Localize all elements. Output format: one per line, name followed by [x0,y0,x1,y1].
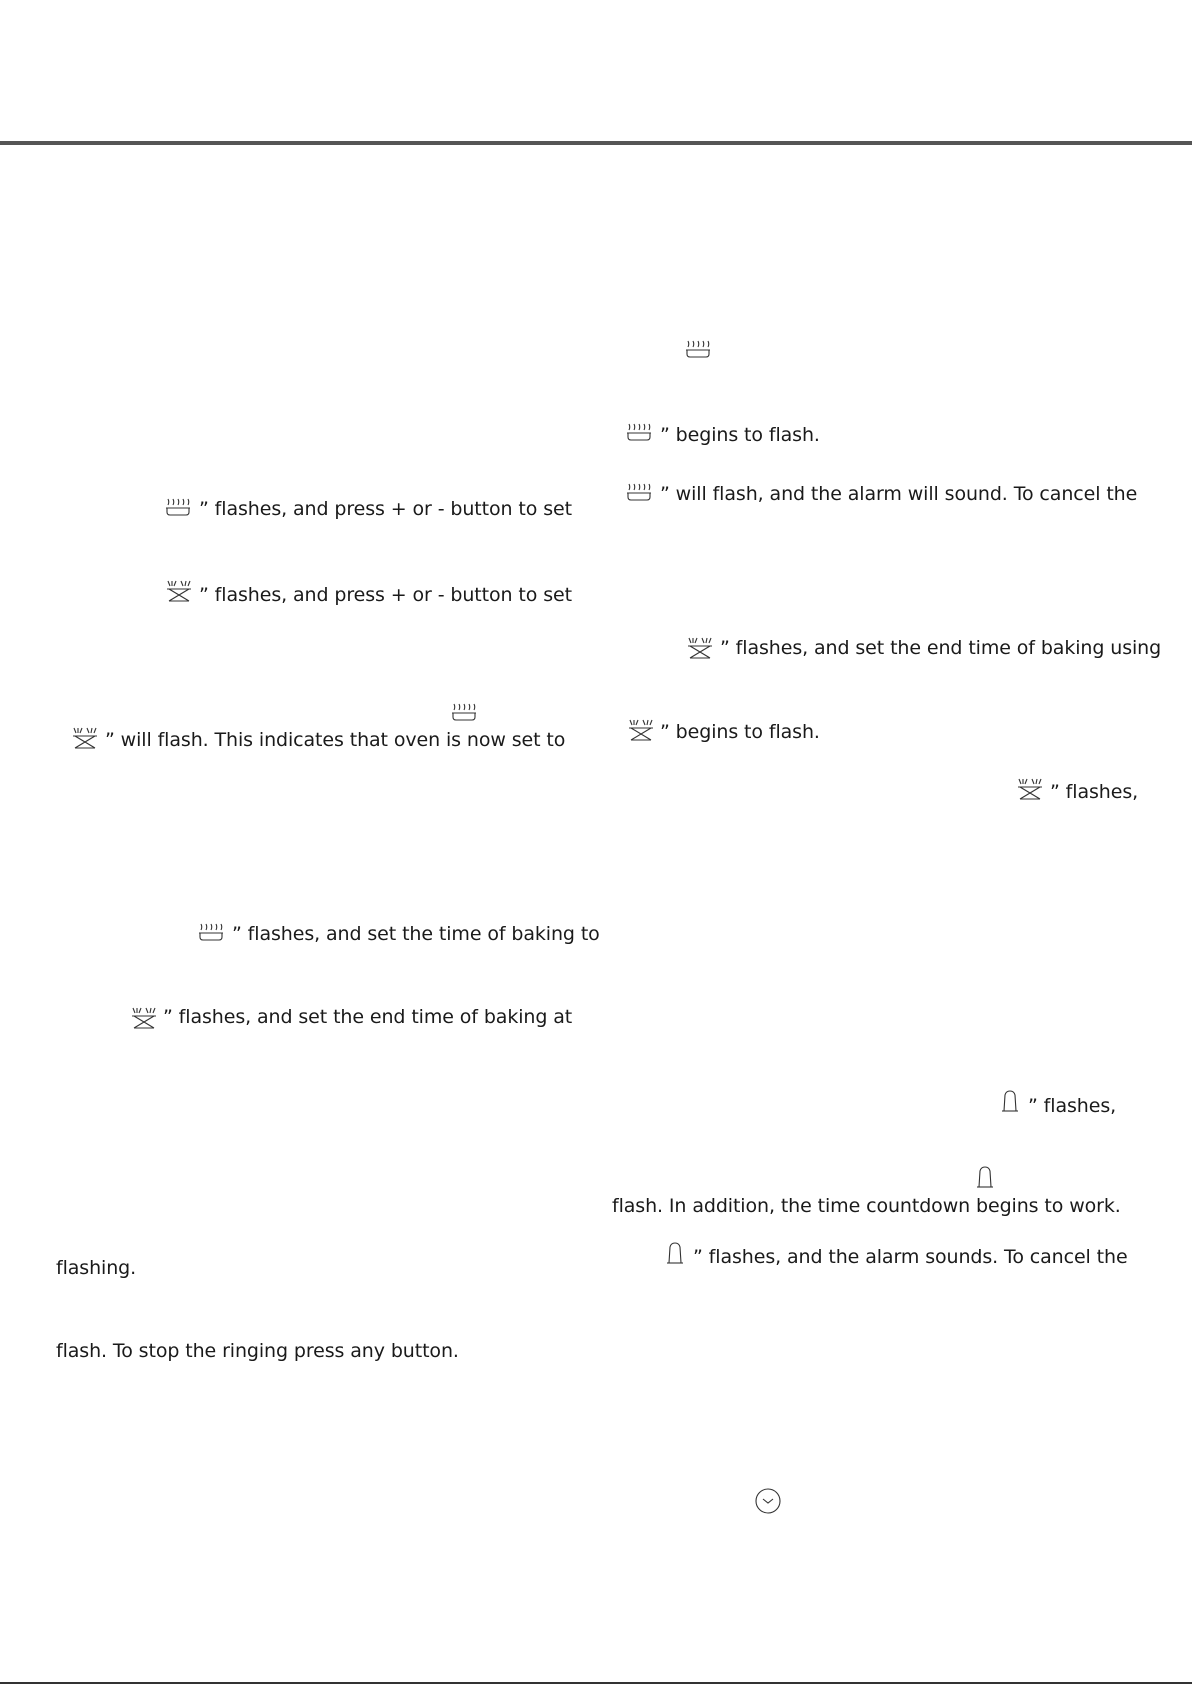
text-line: ” flashes, [1028,1095,1117,1117]
end-time-icon [686,636,714,660]
text-line: flash. To stop the ringing press any button. [56,1340,459,1362]
end-time-icon [627,718,655,742]
cooking-time-icon [197,920,225,942]
end-time-icon [130,1006,158,1030]
text-line: ” flashes, and press + or - button to set [199,584,572,606]
text-line: ” will flash. This indicates that oven is now set to [105,729,566,751]
bell-icon [999,1089,1021,1115]
text-line: ” begins to flash. [660,424,820,446]
cooking-time-icon [684,337,712,359]
end-time-icon [165,579,193,603]
text-line: ” flashes, and set the end time of baking using [720,637,1162,659]
text-line: ” flashes, and set the end time of baking at [163,1006,573,1028]
text-line: ” flashes, and set the time of baking to [232,923,600,945]
text-line: ” flashes, and press + or - button to set [199,498,572,520]
clock-icon [754,1487,782,1515]
bell-icon [974,1165,996,1191]
text-line: ” will flash, and the alarm will sound. To cancel the [660,483,1138,505]
footer-rule [0,1682,1192,1684]
text-line: ” begins to flash. [660,721,820,743]
text-line: ” flashes, and the alarm sounds. To cancel the [693,1246,1128,1268]
cooking-time-icon [625,420,653,442]
end-time-icon [71,726,99,750]
cooking-time-icon [164,495,192,517]
cooking-time-icon [450,700,478,722]
header-rule [0,141,1192,145]
end-time-icon [1016,777,1044,801]
bell-icon [664,1241,686,1267]
text-line: flashing. [56,1257,137,1279]
cooking-time-icon [625,480,653,502]
text-line: flash. In addition, the time countdown begins to work. [612,1195,1121,1217]
text-line: ” flashes, [1050,781,1139,803]
